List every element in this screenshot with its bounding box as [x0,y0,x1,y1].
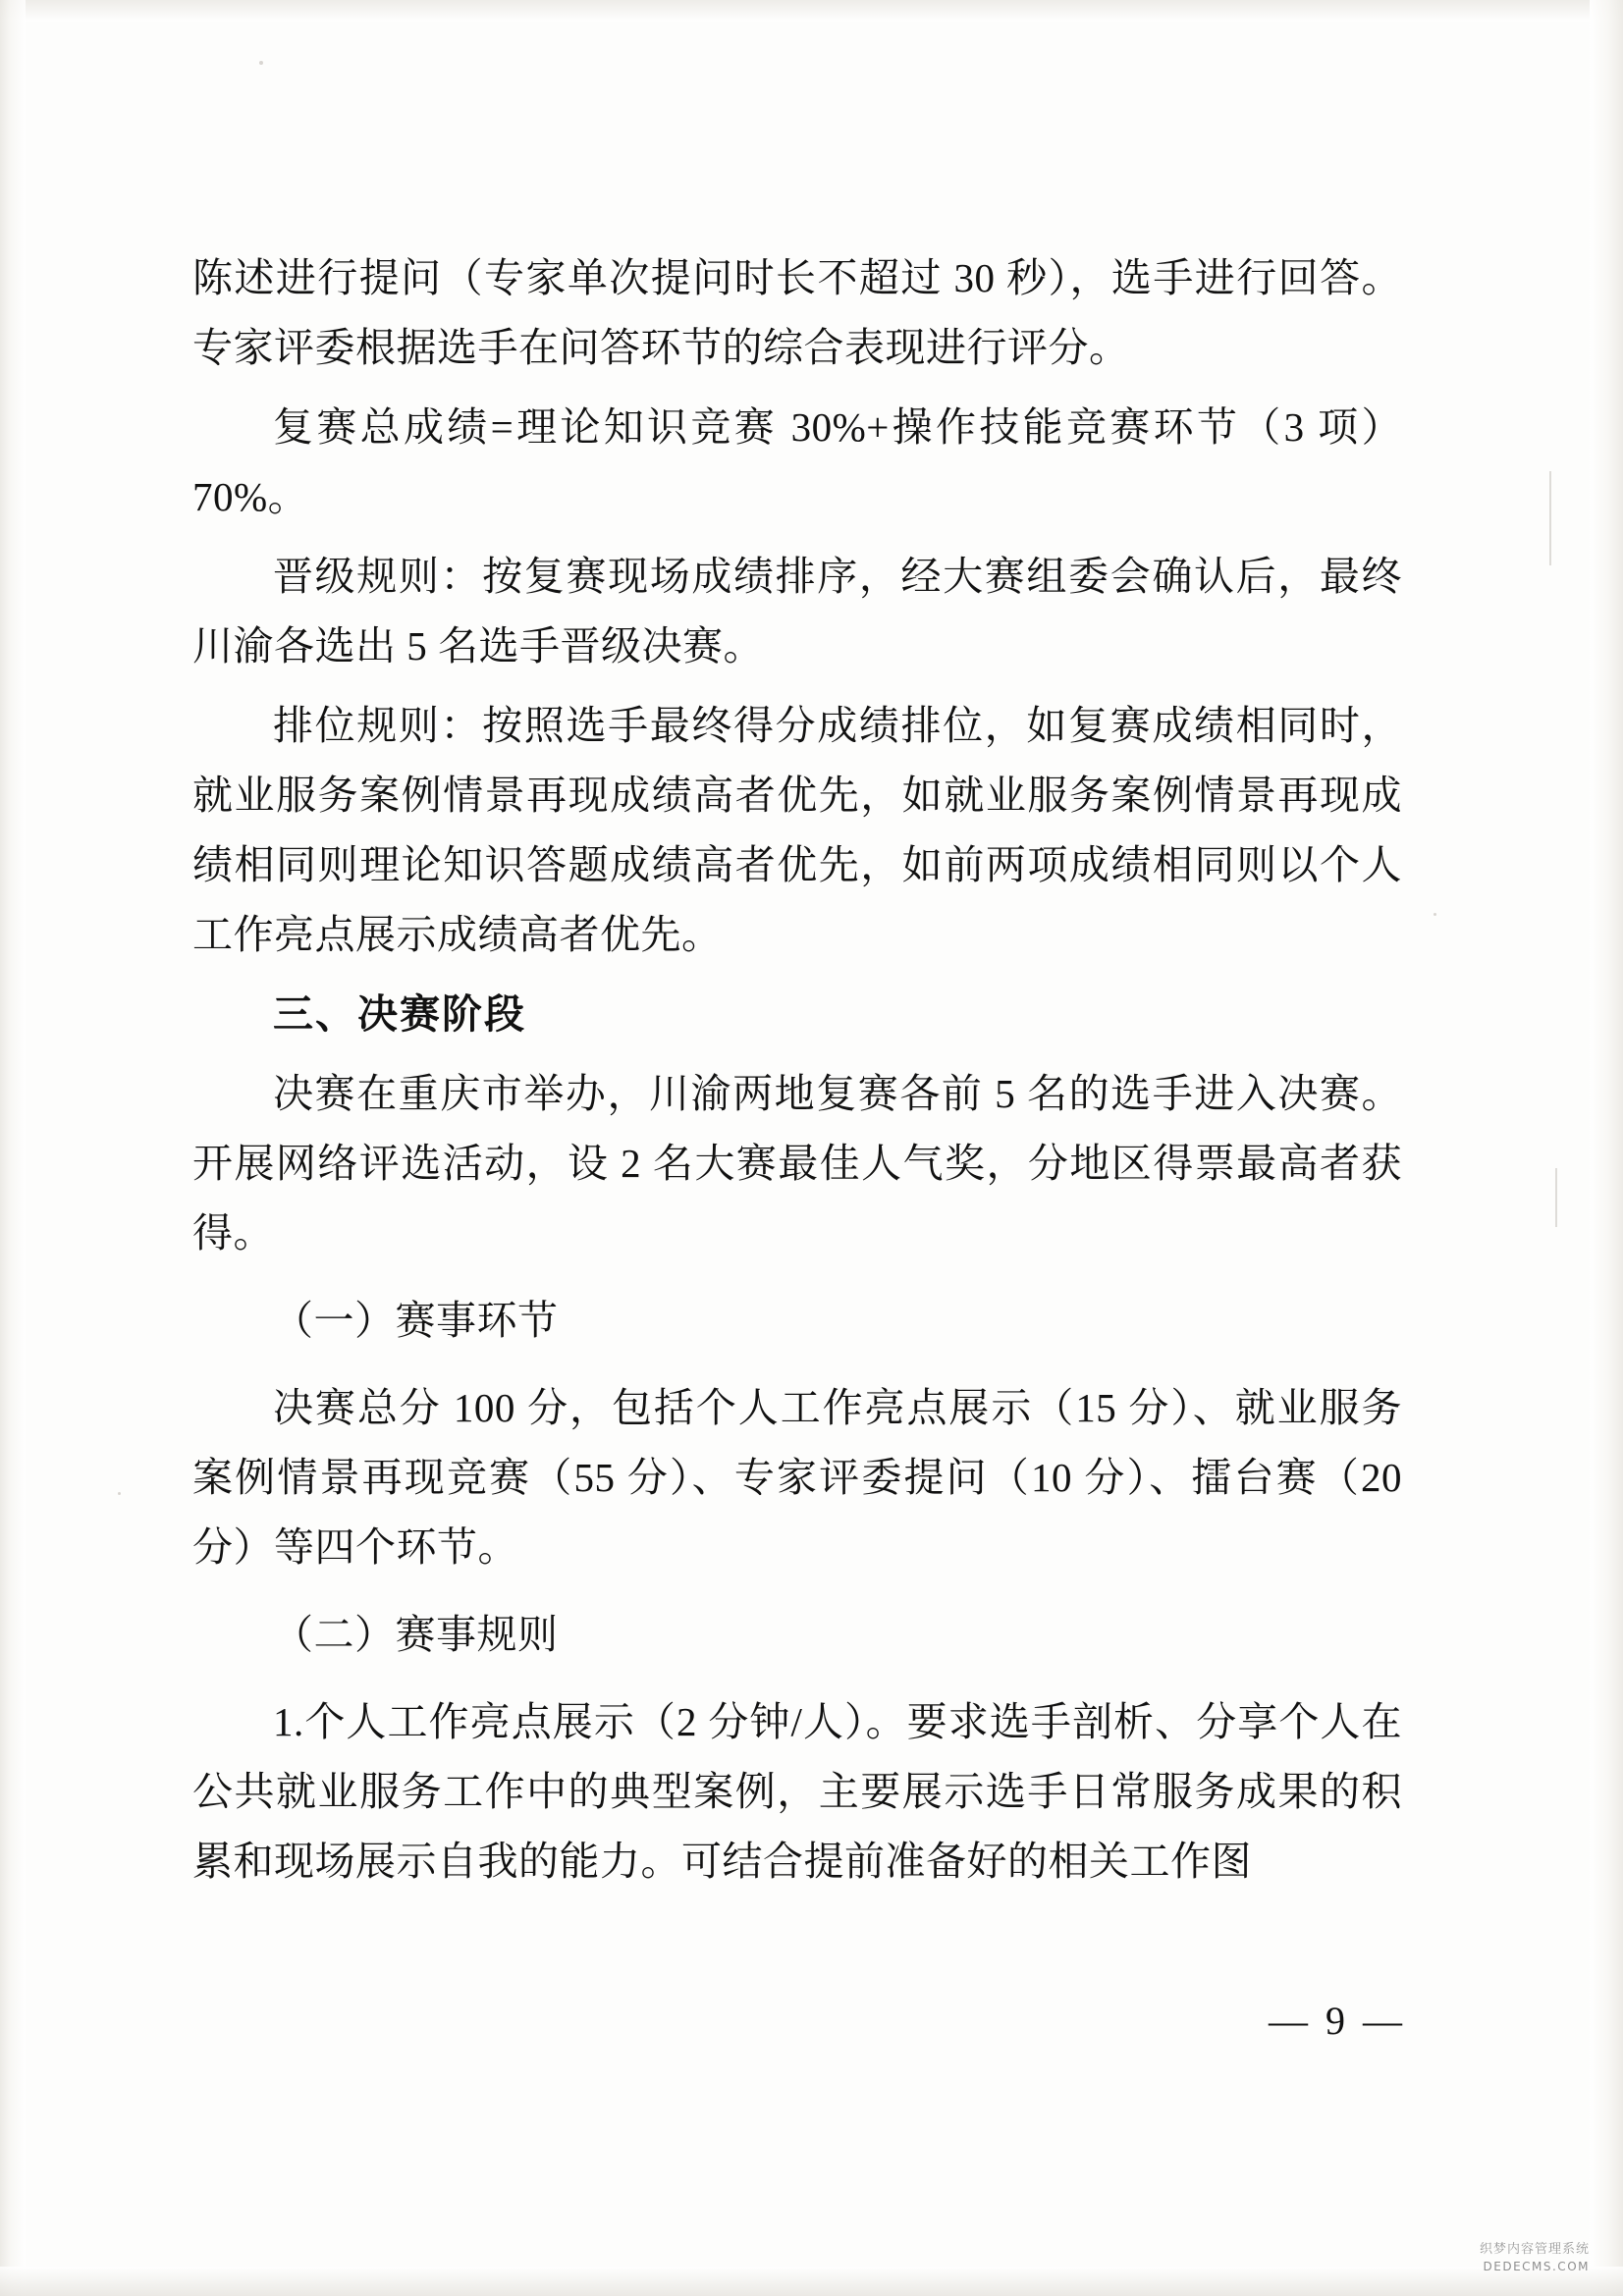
document-body [192,243,1402,1896]
page-number: — 9 — [1269,1999,1406,2043]
paragraph-6: 决赛在重庆市举办，川渝两地复赛各前 5 名的选手进入决赛。开展网络评选活动，设 2 名大赛最佳人气奖，分地区得票最高者获得。 [192,1071,1402,1255]
paragraph-2: 复赛总成绩=理论知识竞赛 30%+操作技能竞赛环节（3 项）70%。 [192,404,1402,519]
scan-edge-left [0,0,26,2296]
paragraph-3: 晋级规则：按复赛现场成绩排序，经大赛组委会确认后，最终川渝各选出 5 名选手晋级决赛。 [192,554,1402,668]
scan-speck [1434,913,1436,916]
scan-edge-right [1590,0,1623,2296]
scan-speck [259,61,263,65]
paragraph-4: 排位规则：按照选手最终得分成绩排位，如复赛成绩相同时，就业服务案例情景再现成绩高者优先，如就业服务案例情景再现成绩相同则理论知识答题成绩高者优先，如前两项成绩相同则以个人工作亮点展示成绩高者优先。 [192,703,1402,957]
scan-edge-top [0,0,1623,22]
subsection-heading-rules: （二）赛事规则 [273,1612,559,1657]
section-heading-final-stage: 三、决赛阶段 [273,991,526,1037]
scan-hairline [1555,1168,1557,1227]
paragraph-1: 陈述进行提问（专家单次提问时长不超过 30 秒），选手进行回答。专家评委根据选手在问答环节的综合表现进行评分。 [192,255,1402,370]
scan-edge-bottom [0,2267,1623,2296]
watermark [1480,2241,1590,2274]
paragraph-8: 决赛总分 100 分，包括个人工作亮点展示（15 分）、就业服务案例情景再现竞赛（55 分）、专家评委提问（10 分）、擂台赛（20 分）等四个环节。 [192,1385,1402,1570]
paragraph-10: 1.个人工作亮点展示（2 分钟/人）。要求选手剖析、分享个人在公共就业服务工作中的典型案例，主要展示选手日常服务成果的积累和现场展示自我的能力。可结合提前准备好的相关工作图 [192,1699,1402,1884]
subsection-heading-events: （一）赛事环节 [273,1298,559,1343]
watermark-en-text: DEDECMS.COM [1483,2259,1590,2273]
scan-hairline [1549,471,1551,565]
watermark-cn-text: 织梦内容管理系统 [1479,2242,1590,2258]
scan-speck [118,1492,121,1495]
